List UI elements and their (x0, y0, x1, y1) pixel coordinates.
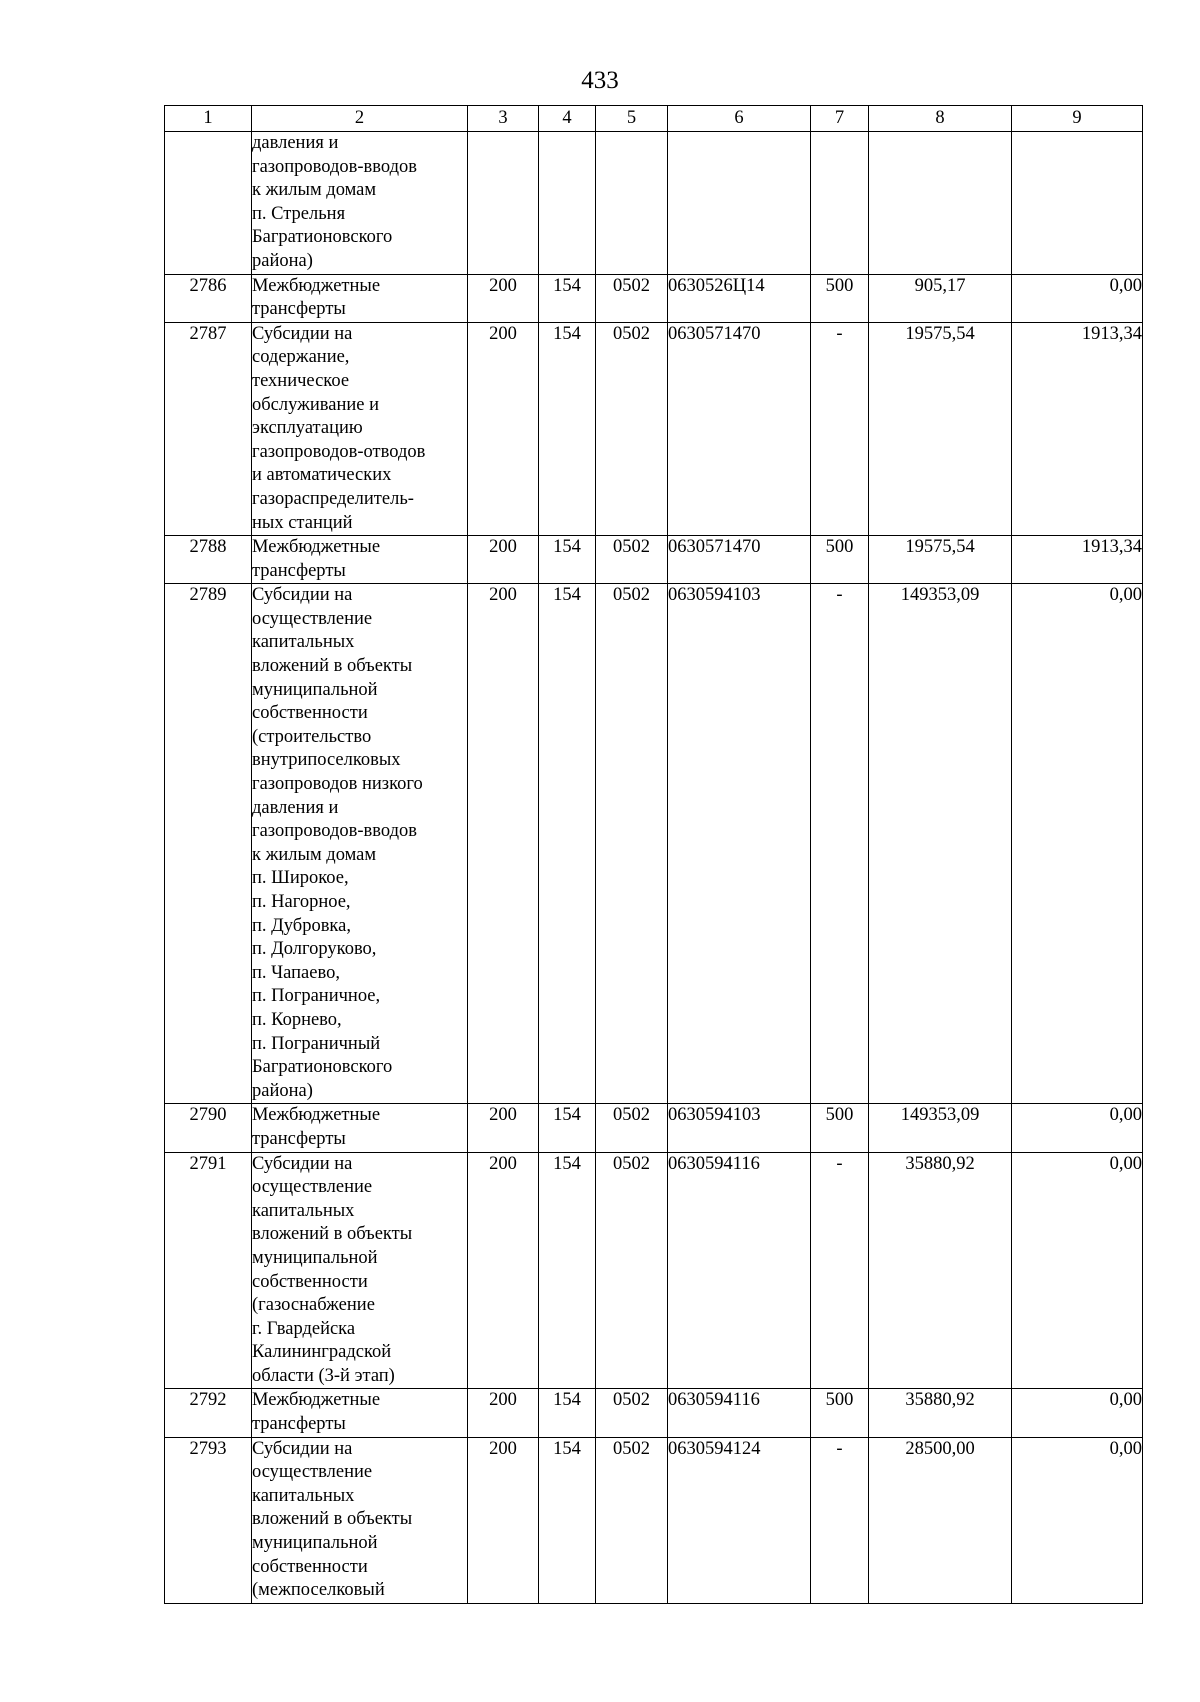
code-cell: 154 (539, 274, 596, 322)
amount-cell: 1913,34 (1012, 536, 1143, 584)
row-number-cell: 2788 (165, 536, 252, 584)
table-row (165, 274, 1143, 322)
page-number: 433 (581, 67, 619, 94)
amount-cell: 0,00 (1012, 1437, 1143, 1603)
section-code-cell: 0502 (596, 1437, 668, 1603)
item-name-cell: давления и газопроводов-вводов к жилым домам п. Стрельня Багратионовского района) (252, 132, 468, 275)
amount-cell: 19575,54 (869, 536, 1012, 584)
column-header: 6 (668, 106, 811, 132)
target-article-cell: 0630594124 (668, 1437, 811, 1603)
table-row (165, 1437, 1143, 1603)
code-cell: 200 (468, 322, 539, 535)
section-code-cell: 0502 (596, 584, 668, 1104)
code-cell: 154 (539, 1104, 596, 1152)
code-cell: 200 (468, 1104, 539, 1152)
item-name-cell: Субсидии на содержание, техническое обслуживание и эксплуатацию газопроводов-отводов и автоматических газораспределитель- ных станций (252, 322, 468, 535)
amount-cell: 0,00 (1012, 274, 1143, 322)
amount-cell: 1913,34 (1012, 322, 1143, 535)
table-row (165, 1104, 1143, 1152)
target-article-cell: 0630594103 (668, 1104, 811, 1152)
column-header: 5 (596, 106, 668, 132)
amount-cell: 0,00 (1012, 1104, 1143, 1152)
item-name-cell: Межбюджетные трансферты (252, 536, 468, 584)
amount-cell: 149353,09 (869, 1104, 1012, 1152)
item-name-cell: Субсидии на осуществление капитальных вложений в объекты муниципальной собственности (газоснабжение г. Гвардейска Калининградской области (3-й этап) (252, 1152, 468, 1389)
amount-cell: 0,00 (1012, 1152, 1143, 1389)
expense-type-cell: - (811, 584, 869, 1104)
table-body (165, 132, 1143, 1604)
table-row (165, 584, 1143, 1104)
code-cell: 154 (539, 1437, 596, 1603)
amount-cell: 0,00 (1012, 1389, 1143, 1437)
column-header: 9 (1012, 106, 1143, 132)
item-name-cell: Субсидии на осуществление капитальных вложений в объекты муниципальной собственности (строительство внутрипоселковых газопроводов низкого давления и газопроводов-вводов к жилым домам п. Широкое, п. Нагорное, п. Дубровка, п. Долгоруково, п. Чапаево, п. Пограничное, п. Корнево, п. Пограничный Багратионовского района) (252, 584, 468, 1104)
budget-table (164, 105, 1143, 1604)
amount-cell (1012, 132, 1143, 275)
row-number-cell: 2791 (165, 1152, 252, 1389)
code-cell: 154 (539, 584, 596, 1104)
amount-cell: 905,17 (869, 274, 1012, 322)
column-header: 8 (869, 106, 1012, 132)
column-header: 1 (165, 106, 252, 132)
code-cell: 200 (468, 1437, 539, 1603)
amount-cell: 35880,92 (869, 1389, 1012, 1437)
column-header: 2 (252, 106, 468, 132)
amount-cell: 0,00 (1012, 584, 1143, 1104)
code-cell: 154 (539, 322, 596, 535)
code-cell: 154 (539, 1152, 596, 1389)
amount-cell: 35880,92 (869, 1152, 1012, 1389)
table-row (165, 536, 1143, 584)
code-cell (468, 132, 539, 275)
target-article-cell: 0630571470 (668, 536, 811, 584)
amount-cell (869, 132, 1012, 275)
table-row (165, 1152, 1143, 1389)
column-header: 3 (468, 106, 539, 132)
amount-cell: 19575,54 (869, 322, 1012, 535)
section-code-cell: 0502 (596, 1389, 668, 1437)
target-article-cell: 0630571470 (668, 322, 811, 535)
table-row (165, 1389, 1143, 1437)
expense-type-cell: 500 (811, 536, 869, 584)
target-article-cell (668, 132, 811, 275)
row-number-cell: 2786 (165, 274, 252, 322)
expense-type-cell: 500 (811, 274, 869, 322)
amount-cell: 28500,00 (869, 1437, 1012, 1603)
code-cell: 200 (468, 584, 539, 1104)
target-article-cell: 0630594103 (668, 584, 811, 1104)
section-code-cell: 0502 (596, 1152, 668, 1389)
section-code-cell: 0502 (596, 1104, 668, 1152)
code-cell: 154 (539, 536, 596, 584)
expense-type-cell: 500 (811, 1389, 869, 1437)
code-cell: 154 (539, 1389, 596, 1437)
table-row (165, 132, 1143, 275)
section-code-cell: 0502 (596, 536, 668, 584)
section-code-cell: 0502 (596, 322, 668, 535)
row-number-cell: 2793 (165, 1437, 252, 1603)
table-row (165, 322, 1143, 535)
column-header: 7 (811, 106, 869, 132)
row-number-cell (165, 132, 252, 275)
table-header (165, 106, 1143, 132)
header-row (165, 106, 1143, 132)
row-number-cell: 2787 (165, 322, 252, 535)
expense-type-cell: - (811, 322, 869, 535)
code-cell: 200 (468, 274, 539, 322)
item-name-cell: Межбюджетные трансферты (252, 1104, 468, 1152)
target-article-cell: 0630526Ц14 (668, 274, 811, 322)
expense-type-cell: 500 (811, 1104, 869, 1152)
code-cell: 200 (468, 536, 539, 584)
section-code-cell: 0502 (596, 274, 668, 322)
row-number-cell: 2789 (165, 584, 252, 1104)
expense-type-cell: - (811, 1437, 869, 1603)
item-name-cell: Субсидии на осуществление капитальных вложений в объекты муниципальной собственности (межпоселковый (252, 1437, 468, 1603)
target-article-cell: 0630594116 (668, 1389, 811, 1437)
item-name-cell: Межбюджетные трансферты (252, 274, 468, 322)
amount-cell: 149353,09 (869, 584, 1012, 1104)
row-number-cell: 2792 (165, 1389, 252, 1437)
code-cell: 200 (468, 1152, 539, 1389)
column-header: 4 (539, 106, 596, 132)
item-name-cell: Межбюджетные трансферты (252, 1389, 468, 1437)
section-code-cell (596, 132, 668, 275)
target-article-cell: 0630594116 (668, 1152, 811, 1389)
code-cell (539, 132, 596, 275)
expense-type-cell (811, 132, 869, 275)
row-number-cell: 2790 (165, 1104, 252, 1152)
code-cell: 200 (468, 1389, 539, 1437)
expense-type-cell: - (811, 1152, 869, 1389)
